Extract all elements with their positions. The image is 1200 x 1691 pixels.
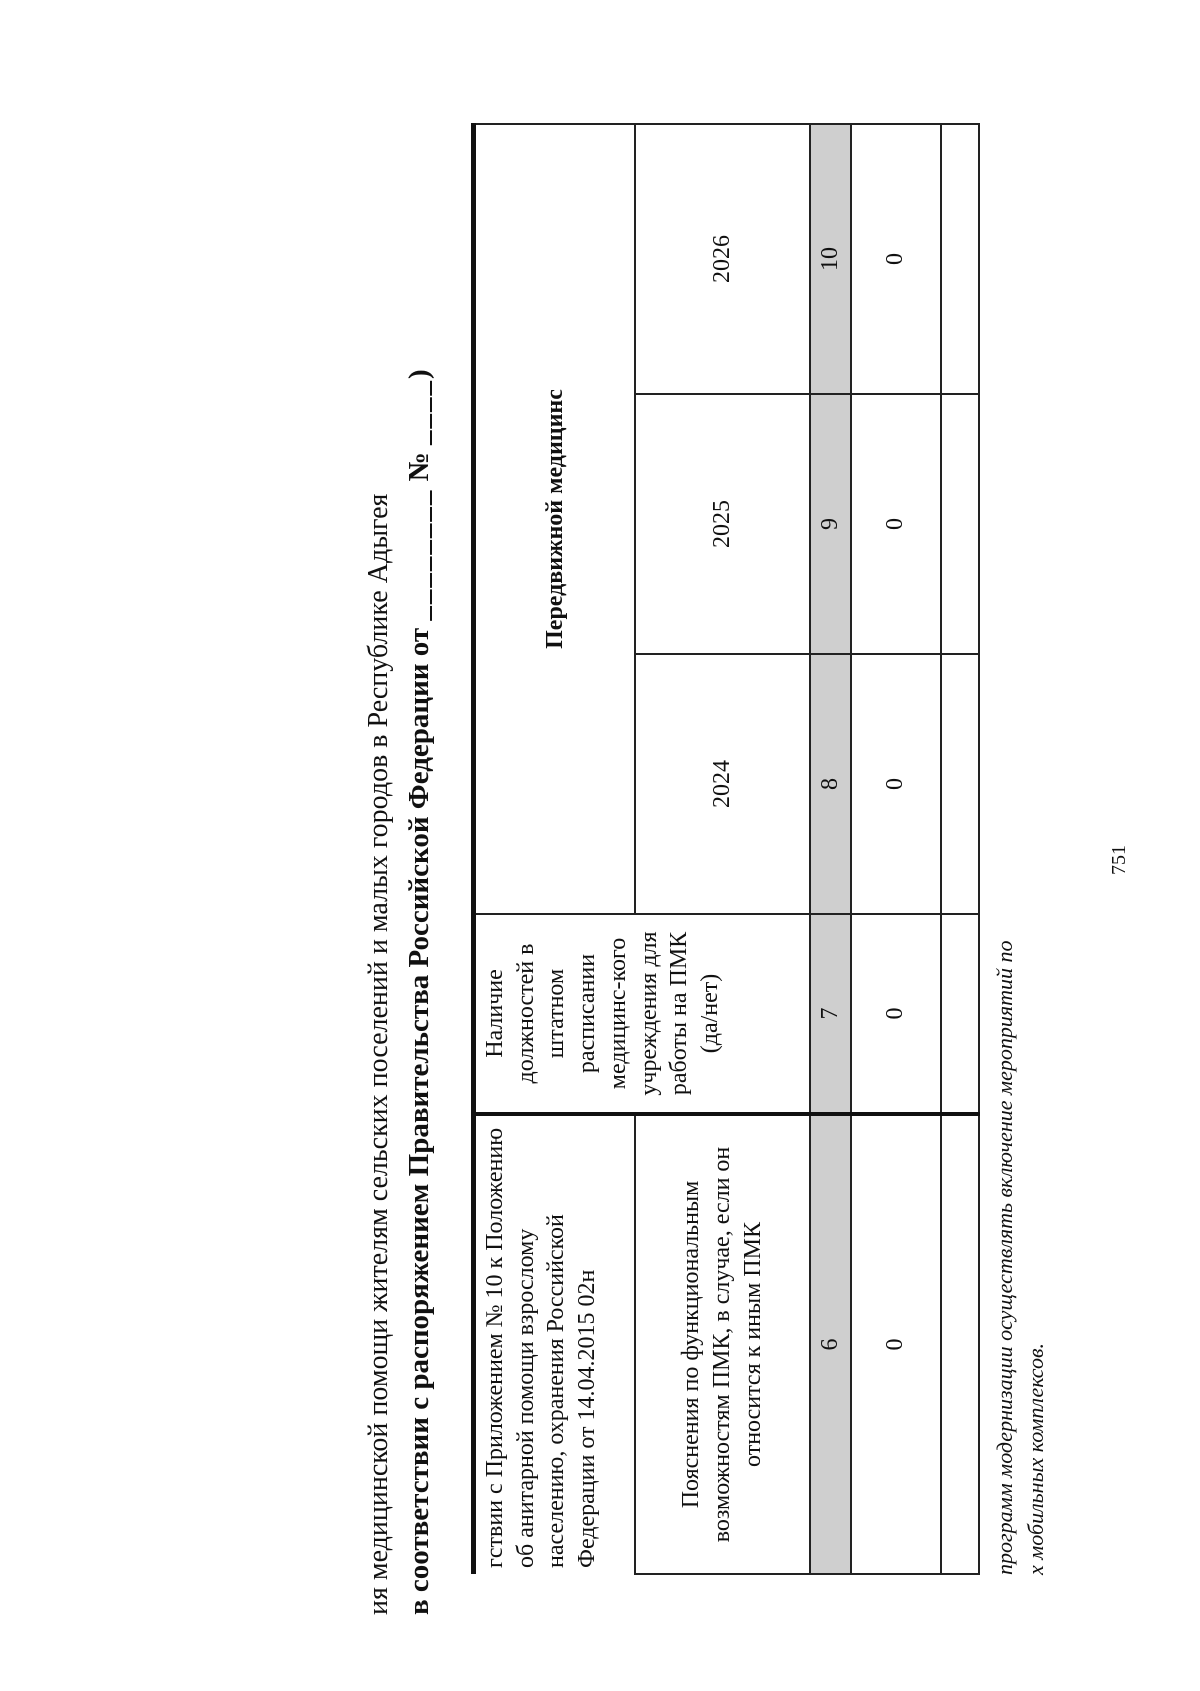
cell-r1-c8: 0 [851,654,941,914]
subheading-prefix: в соответствии с распоряжением Правительства Российской Федерации от [403,627,435,1615]
header-left-text: гствии с Приложением № 10 к Положению об анитарной помощи взрослому населению, охранения Российской Федерации от 14.04.2015 02н [474,1114,636,1574]
year-2024: 2024 [635,654,810,914]
cell-r1-c10: 0 [851,124,941,394]
footnote-line-1: программ модернизации осуществлять включение мероприятий по [992,940,1017,1575]
colnum-6: 6 [810,1114,851,1574]
cell-r2-c6 [941,1114,979,1574]
section-header: Передвижной медицинс [474,124,636,914]
table-row [941,124,979,1574]
page-number: 751 [1108,845,1130,875]
cell-r2-c8 [941,654,979,914]
year-2026: 2026 [635,124,810,394]
rotated-page [55,45,1145,1645]
number-blank: ____ [403,378,435,445]
table-header-row-bottom [635,124,810,1574]
colnum-9: 9 [810,394,851,654]
cell-r1-c6: 0 [851,1114,941,1574]
table-row [851,124,941,1574]
colnum-10: 10 [810,124,851,394]
colnum-7: 7 [810,914,851,1114]
column-number-row [810,124,851,1574]
cell-r1-c9: 0 [851,394,941,654]
cell-r1-c7: 0 [851,914,941,1114]
date-blank: ________ [403,488,435,621]
colnum-8: 8 [810,654,851,914]
cell-r2-c7 [941,914,979,1114]
footnote-line-2: х мобильных комплексов. [1022,1342,1048,1575]
subheading-suffix: ) [403,369,435,379]
number-sign: № [403,452,435,482]
table-header-row-top [474,124,636,1574]
footnote [990,175,1052,1575]
pmk-table [471,123,980,1575]
year-2025: 2025 [635,394,810,654]
cell-r2-c9 [941,394,979,654]
document-heading: ия медицинской помощи жителям сельских поселений и малых городов в Республике Адыгея [363,493,394,1615]
col7-header: Наличие должностей в штатном расписании медицинс-кого учреждения для работы на ПМК (да/нет) [474,914,811,1114]
col6-header: Пояснения по функциональным возможностям ПМК, в случае, если он относится к иным ПМК [635,1114,810,1574]
document-subheading [403,75,436,1615]
cell-r2-c10 [941,124,979,394]
